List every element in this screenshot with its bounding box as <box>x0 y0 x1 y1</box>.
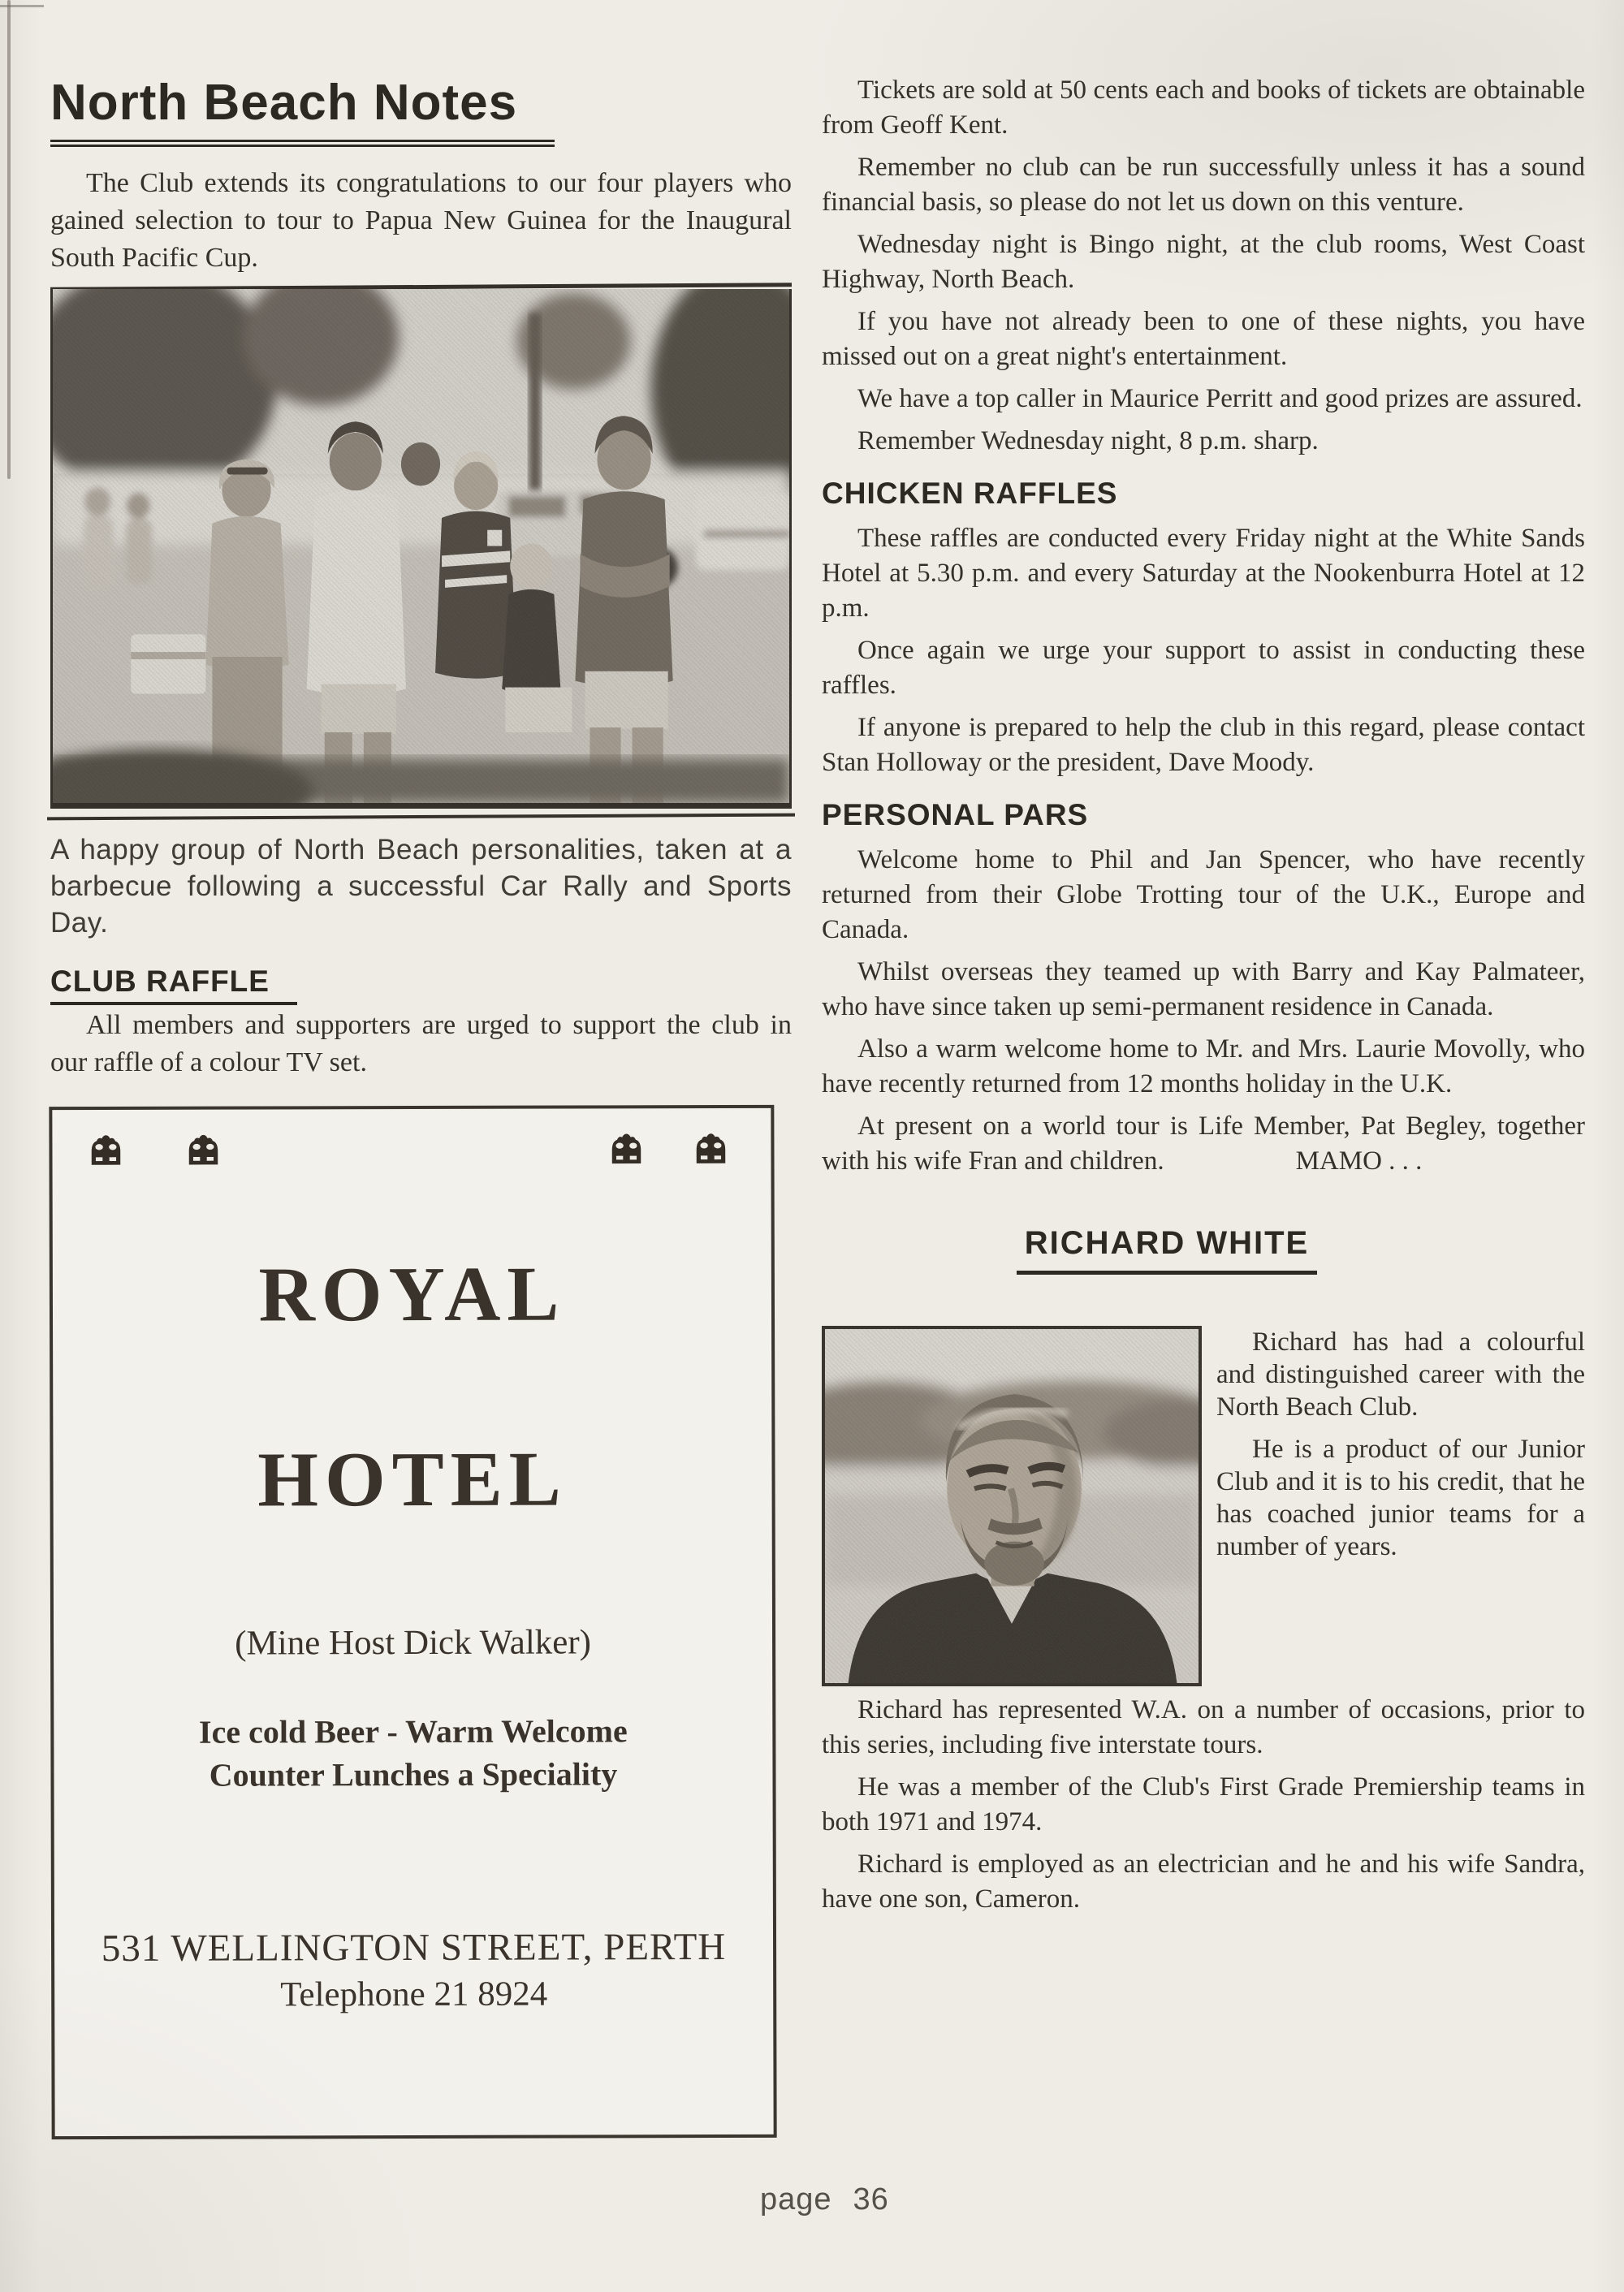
closing-paragraphs <box>822 1693 1585 1917</box>
paragraph <box>822 1109 1585 1179</box>
paragraph: He was a member of the Club's First Grade Premiership teams in both 1971 and 1974. <box>822 1772 1585 1837</box>
world-tour-text: At present on a world tour is Life Member, Pat Begley, together with his wife Fran and children. <box>822 1111 1585 1176</box>
crown-icon <box>607 1133 646 1165</box>
section-richard-white: RICHARD WHITE <box>1017 1225 1317 1275</box>
crown-icon <box>184 1134 222 1167</box>
section-personal-pars: PERSONAL PARS <box>822 798 1089 831</box>
hotel-host-line: (Mine Host Dick Walker) <box>235 1623 592 1663</box>
group-photo <box>50 289 792 809</box>
page-number-value: 36 <box>853 2182 889 2216</box>
hotel-phone: Telephone 21 8924 <box>280 1975 548 2014</box>
page-title: North Beach Notes <box>50 75 555 147</box>
section-chicken-raffles: CHICKEN RAFFLES <box>822 477 1118 510</box>
paragraph: Once again we urge your support to assist in conducting these raffles. <box>822 636 1585 700</box>
group-photo-caption: A happy group of North Beach personalities, taken at a barbecue following a successful Car Rally and Sports Day. <box>50 834 792 939</box>
paragraph: We have a top caller in Maurice Perritt and good prizes are assured. <box>857 384 1583 413</box>
page-number <box>760 2182 889 2217</box>
hotel-name-line2: HOTEL <box>257 1435 568 1523</box>
crown-row <box>86 1133 730 1167</box>
paragraph: Wednesday night is Bingo night, at the club rooms, West Coast Highway, North Beach. <box>822 230 1585 294</box>
page-label: page <box>760 2182 832 2216</box>
paragraph: Welcome home to Phil and Jan Spencer, who have recently returned from their Globe Trotting tour of the U.K., Europe and Canada. <box>822 845 1585 944</box>
hotel-tagline-2: Counter Lunches a Speciality <box>209 1755 618 1793</box>
section-club-raffle: CLUB RAFFLE <box>50 965 297 1005</box>
richard-profile-block <box>822 1326 1585 1686</box>
crown-icon <box>86 1134 125 1167</box>
paragraph: Also a warm welcome home to Mr. and Mrs. Laurie Movolly, who have recently returned from 12 months holiday in the U.K. <box>822 1034 1585 1099</box>
paragraph: If you have not already been to one of these nights, you have missed out on a great night's entertainment. <box>822 307 1585 371</box>
hotel-name-line1: ROYAL <box>258 1250 566 1338</box>
scan-crease-artifact <box>7 0 11 479</box>
crown-icon <box>691 1133 730 1165</box>
paragraph: He is a product of our Junior Club and it is to his credit, that he has coached junior teams for a number of years. <box>1216 1435 1585 1562</box>
photo-bottom-rule <box>47 814 795 821</box>
richard-wrap-text <box>1216 1326 1585 1686</box>
club-raffle-paragraph: All members and supporters are urged to support the club in our raffle of a colour TV set. <box>50 1010 792 1077</box>
paragraph: Richard has had a colourful and distinguished career with the North Beach Club. <box>1216 1327 1585 1422</box>
hotel-address: 531 WELLINGTON STREET, PERTH <box>101 1925 727 1970</box>
left-column <box>50 75 792 2139</box>
richard-white-photo <box>822 1326 1202 1686</box>
paragraph: Tickets are sold at 50 cents each and books of tickets are obtainable from Geoff Kent. <box>822 76 1585 140</box>
right-column <box>822 73 1585 1924</box>
hotel-tagline-1: Ice cold Beer - Warm Welcome <box>198 1712 628 1750</box>
royal-hotel-ad <box>49 1105 776 2139</box>
scan-edge-artifact <box>0 5 44 7</box>
paragraph: Richard is employed as an electrician and he and his wife Sandra, have one son, Cameron. <box>822 1850 1585 1914</box>
richard-white-heading-wrap <box>822 1198 1585 1301</box>
mamo-signoff: MAMO . . . <box>1295 1146 1423 1176</box>
paragraph: Richard has represented W.A. on a number of occasions, prior to this series, including five interstate tours. <box>822 1695 1585 1760</box>
paragraph: Remember Wednesday night, 8 p.m. sharp. <box>857 426 1319 455</box>
intro-paragraph: The Club extends its congratulations to our four players who gained selection to tour to Papua New Guinea for the Inaugural South Pacific Cup. <box>50 168 792 273</box>
paragraph: Remember no club can be run successfully unless it has a sound financial basis, so please do not let us down on this venture. <box>822 153 1585 217</box>
paragraph: These raffles are conducted every Friday night at the White Sands Hotel at 5.30 p.m. and every Saturday at the Nookenburra Hotel at 12 p.m. <box>822 524 1585 623</box>
paragraph: If anyone is prepared to help the club in this regard, please contact Stan Holloway or the president, Dave Moody. <box>822 713 1585 777</box>
paragraph: Whilst overseas they teamed up with Barry and Kay Palmateer, who have since taken up semi-permanent residence in Canada. <box>822 957 1585 1021</box>
